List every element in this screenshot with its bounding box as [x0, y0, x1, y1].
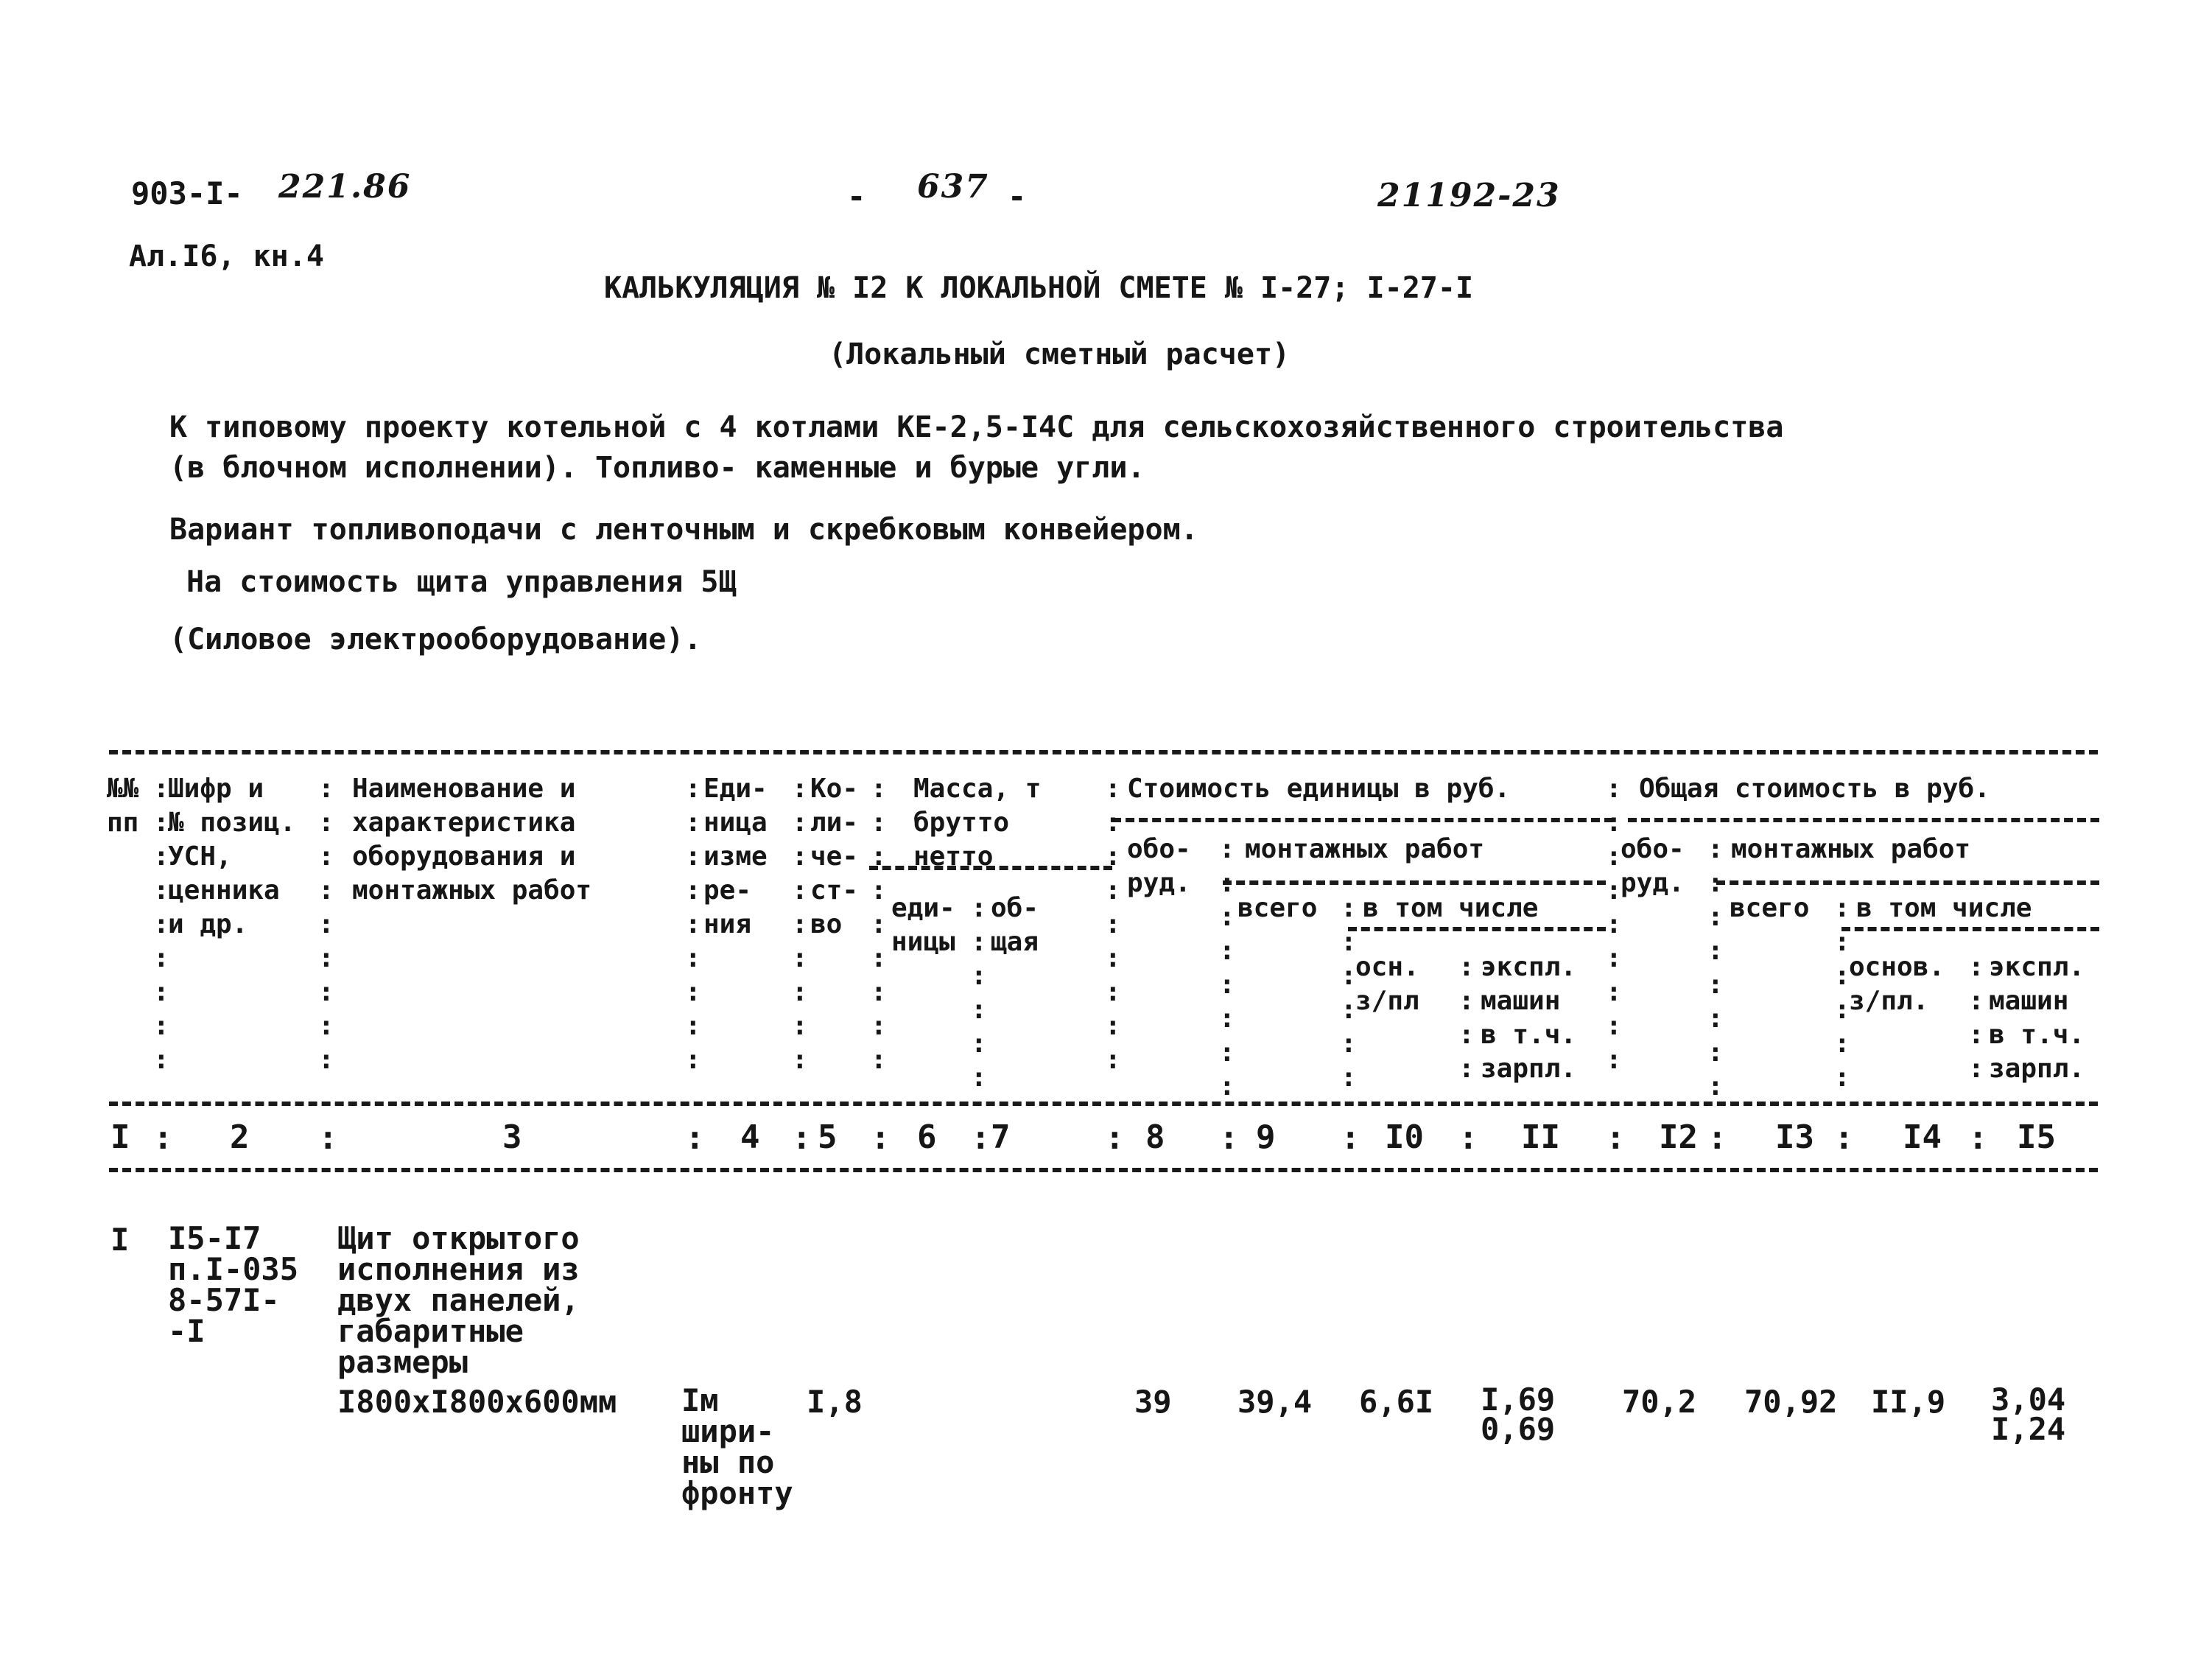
incl-unit-header: в том числе: [1363, 893, 1539, 923]
col-unit-header: Еди- ница изме ре- ния: [703, 774, 768, 939]
row-name: Щит открытого исполнения из двух панелей, габаритные размеры: [337, 1220, 580, 1380]
column-separator: : : : :: [1968, 952, 1984, 1084]
column-separator: :: [871, 1119, 891, 1157]
column-separator: :: [685, 1119, 705, 1157]
column-separator: :: [1219, 1119, 1239, 1157]
row-qty: I,8: [807, 1384, 863, 1420]
column-separator: : : : :: [1458, 952, 1475, 1084]
col-number: 4: [740, 1118, 760, 1156]
row-equip-unit: 39: [1134, 1384, 1172, 1420]
unit-cost-header: Стоимость единицы в руб.: [1127, 774, 1511, 804]
column-separator: :: [1834, 1119, 1854, 1157]
document-subtitle: (Локальный сметный расчет): [829, 337, 1291, 371]
document-code: 21192-23: [1377, 177, 1561, 214]
col-number: I4: [1903, 1118, 1942, 1156]
mount-total-rule: [1716, 880, 2099, 885]
col-number: 8: [1145, 1118, 1165, 1156]
row-number: I: [110, 1222, 130, 1258]
machines-unit-header: экспл. машин в т.ч. зарпл.: [1481, 952, 1577, 1084]
table-top-rule: [109, 750, 2098, 754]
row-machines-total: 3,04 I,24: [1991, 1381, 2066, 1447]
column-separator: : : : : : : : : :: [1606, 774, 1622, 1075]
mount-unit-rule: [1223, 880, 1606, 885]
col-mass-unit-header: еди- ницы: [891, 893, 955, 957]
column-separator: :: [153, 1119, 173, 1157]
incl-unit-rule: [1348, 927, 1606, 931]
column-separator: : : : : : :: [971, 893, 987, 1093]
column-separator: :: [318, 1119, 338, 1157]
mount-total-total-header: всего: [1730, 893, 1810, 923]
col-mass-total-header: об- щая: [991, 893, 1039, 957]
mount-unit-header: монтажных работ: [1245, 834, 1485, 864]
col-number: 6: [917, 1118, 937, 1156]
column-separator: : : : : : : : : :: [685, 774, 701, 1075]
row-mount-total: 70,92: [1744, 1384, 1838, 1420]
base-wage-total-header: основ. з/пл.: [1849, 952, 1945, 1016]
base-wage-unit-header: осн. з/пл: [1355, 952, 1419, 1016]
column-separator: :: [971, 1119, 991, 1157]
mount-total-header: монтажных работ: [1731, 834, 1971, 864]
col-mass-header: Масса, т брутто нетто: [913, 774, 1042, 872]
column-separator: : : : : : : : : :: [1105, 774, 1121, 1075]
equip-total-header: обо- руд.: [1621, 834, 1685, 898]
col-code-header: Шифр и № позиц. УСН, ценника и др.: [168, 774, 296, 939]
column-separator: : : : : : : : : :: [871, 774, 887, 1075]
column-separator: : : : : : :: [1834, 893, 1850, 1093]
total-cost-header: Общая стоимость в руб.: [1639, 774, 1990, 804]
description-line-1: К типовому проекту котельной с 4 котлами КЕ-2,5-I4С для сельскохозяйственного строительства: [169, 410, 1784, 444]
mount-total-unit-header: всего: [1237, 893, 1318, 923]
col-number: I5: [2017, 1118, 2056, 1156]
column-separator: :: [1606, 1119, 1626, 1157]
col-qty-header: Ко- ли- че- ст- во: [810, 774, 859, 939]
col-number: I0: [1385, 1118, 1424, 1156]
column-separator: : : : : : : : :: [1219, 834, 1235, 1102]
page-dash-left: -: [847, 178, 866, 214]
column-separator: :: [1968, 1119, 1988, 1157]
col-number: 7: [991, 1118, 1011, 1156]
total-cost-rule: [1628, 818, 2099, 822]
column-separator: : : : : : :: [1341, 893, 1357, 1093]
equip-unit-header: обо- руд.: [1127, 834, 1191, 898]
column-separator: :: [1341, 1119, 1360, 1157]
incl-total-header: в том числе: [1856, 893, 2032, 923]
machines-total-header: экспл. машин в т.ч. зарпл.: [1989, 952, 2085, 1084]
album-reference: Ал.I6, кн.4: [129, 239, 324, 273]
col-number: I2: [1659, 1118, 1698, 1156]
row-size: I800xI800x600мм: [337, 1384, 617, 1420]
series-number: 903-I-: [131, 175, 243, 211]
table-header-rule: [109, 1102, 2098, 1106]
column-separator: : : : : : : : : :: [153, 774, 169, 1075]
unit-cost-rule: [1112, 818, 1613, 822]
col-number: I: [110, 1118, 130, 1156]
row-equip-total: 70,2: [1622, 1384, 1697, 1420]
column-separator: :: [1707, 1119, 1727, 1157]
description-line-4: На стоимость щита управления 5Щ: [186, 565, 737, 599]
col-name-header: Наименование и характеристика оборудования и монтажных работ: [352, 774, 592, 906]
column-separator: :: [792, 1119, 812, 1157]
column-separator: :: [1105, 1119, 1125, 1157]
series-number-handwritten: 221.86: [278, 168, 412, 206]
row-wage-unit: 6,6I: [1359, 1384, 1434, 1420]
description-line-2: (в блочном исполнении). Топливо- каменные и бурые угли.: [169, 451, 1145, 485]
row-wage-total: II,9: [1871, 1384, 1946, 1420]
column-separator: : : : : : : : : :: [792, 774, 808, 1075]
row-mount-total-unit: 39,4: [1237, 1384, 1313, 1420]
col-number: 3: [502, 1118, 522, 1156]
col-number: I3: [1775, 1118, 1814, 1156]
col-number: II: [1521, 1118, 1560, 1156]
row-unit: Iм шири- ны по фронту: [681, 1382, 793, 1511]
column-separator: :: [1458, 1119, 1478, 1157]
column-separator: : : : : : : : : :: [318, 774, 334, 1075]
description-line-3: Вариант топливоподачи с ленточным и скребковым конвейером.: [169, 513, 1198, 547]
col-number: 5: [818, 1118, 838, 1156]
row-machines-unit: I,69 0,69: [1481, 1381, 1556, 1447]
description-line-5: (Силовое электрооборудование).: [169, 623, 702, 656]
page-dash-right: -: [1008, 178, 1027, 214]
column-separator: : : : : : : : :: [1707, 834, 1724, 1102]
col-number: 9: [1256, 1118, 1276, 1156]
document-title: КАЛЬКУЛЯЦИЯ № I2 К ЛОКАЛЬНОЙ СМЕТЕ № I-27; I-27-I: [604, 271, 1474, 305]
incl-total-rule: [1841, 927, 2099, 931]
row-code: I5-I7 п.I-035 8-57I- -I: [168, 1220, 299, 1349]
col-num-header: №№ пп: [107, 774, 139, 838]
col-number: 2: [230, 1118, 250, 1156]
column-numbers-rule: [109, 1168, 2098, 1172]
page-number: 637: [917, 168, 989, 206]
